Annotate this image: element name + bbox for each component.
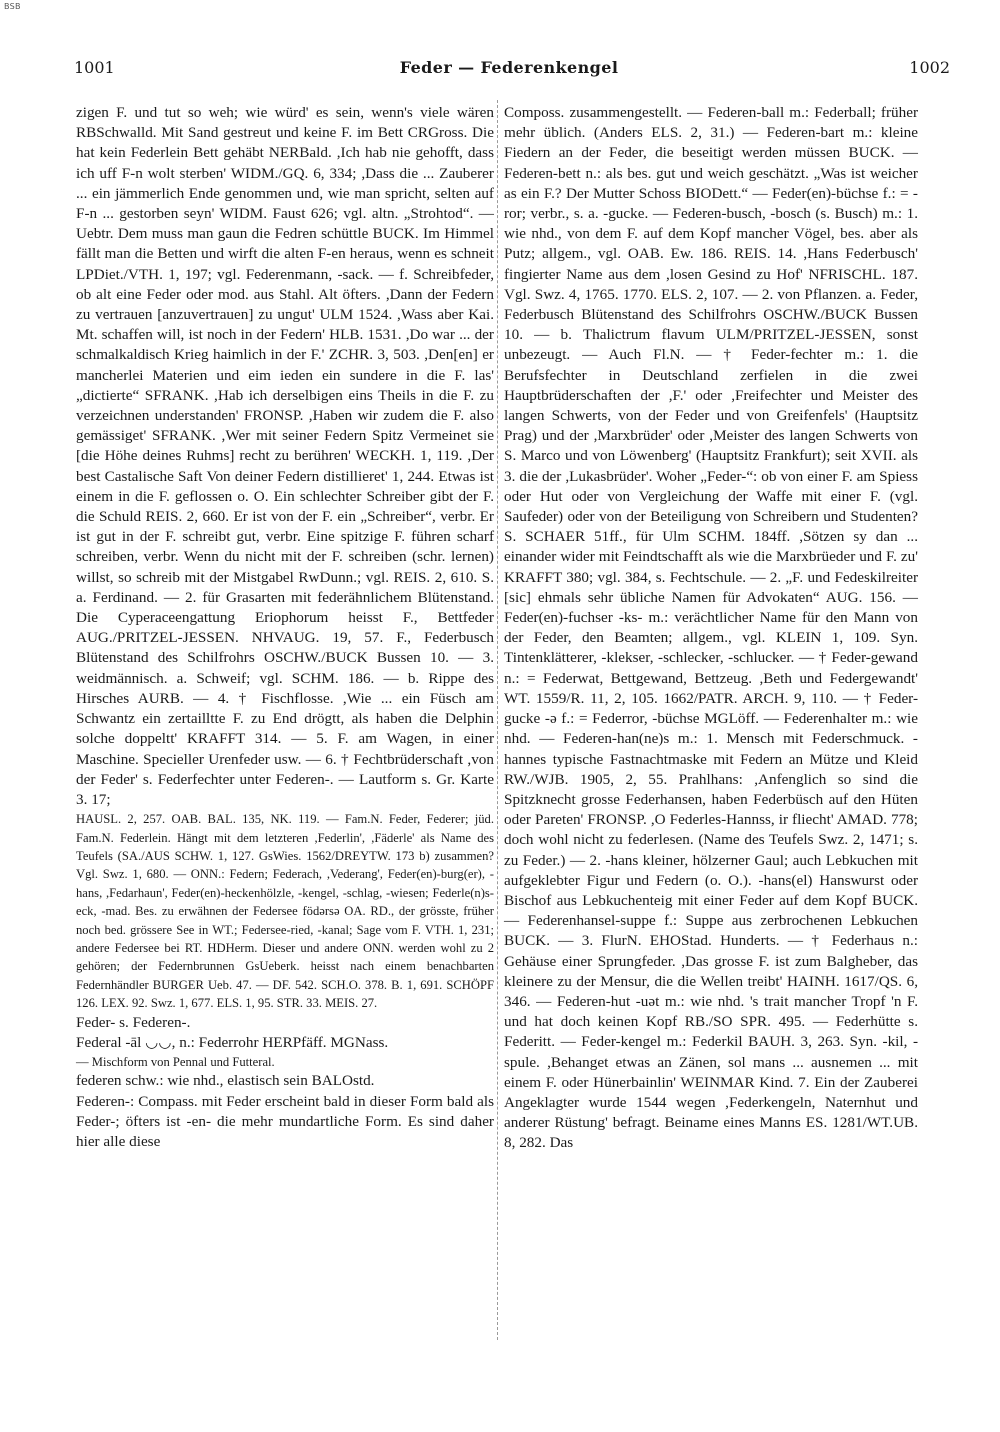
column-divider — [497, 100, 498, 1340]
entry-federen-compounds-continued: Composs. zusammengestellt. — Federen-ball m.: Federball; früher mehr üblich. (Anders ELS. 2, 31.) — Federen-bart m.: kleine Fiedern an der Feder, die beseitigt werden müssen BUCK. — Federen-bett n.: als bes. gut und weich geschätzt. „Was ist weicher as ein F.? Der Mutter Schoss BIODett.“ — Feder(en)-büchse f.: = -ror; verbr., s. a. -gucke. — Federen-busch, -bosch (s. Busch) m.: 1. wie nhd., von dem F. auf dem Kopf mancher Vögel, bes. aber als Putz; allgem., vgl. OAB. Ew. 186. REIS. 14. ,Hans Federbusch' fingierter Name aus dem ,losen Gesind zu Hof' NFRISCHL. 187. Vgl. Swz. 4, 1765. 1770. ELS. 2, 107. — 2. von Pflanzen. a. Feder, Federbusch Blütenstand des Schilfrohrs OSCHW./BUCK Bussen 10. — b. Thalictrum flavum ULM/PRITZEL-JESSEN, sonst unbezeugt. — Auch Fl.N. — † Feder-fechter m.: 1. die Berufsfechter in Deutschland zerfielen in die zwei Hauptbrüderschaften der ,F.' oder ,Freifechter und Meister des langen Schwerts, von der Feder und von Greifenfels' (Hauptsitz Prag) und der ,Marxbrüder' oder ,Meister des langen Schwerts von S. Marco und von Löwenberg' (Hauptsitz Frankfurt); seit XVII. als 3. die der ,Lukasbrüder'. Woher „Feder-“: ob von einer F. am Spiess oder Hut oder von Vergleichung der Waffe mit einer F. (vgl. Saufeder) oder von der Beteiligung von Schreibern und Studenten? S. SCHAER 51ff., für Ulm SCHM. 184ff. ,Sötzen sy dan ... einander wider mit Feindtschafft als wie die Marxbrüeder und F. zu' KRAFFT 380; vgl. 384, s. Fechtschule. — 2. „F. und Fedeskilreiter [sic] ehmals sehr übliche Namen für Advokaten“ AUG. 156. — Feder(en)-fuchser -ks- m.: verächtlicher Name für den Mann von der Feder, den Beamten; allgem., vgl. KLEIN 1, 109. Syn. Tintenklätterer, -klekser, -schlecker, -schlucker. — † Feder-gewand n.: = Federwat, Bettgewand, Bettzeug. ,Beth und Federgewandt' WT. 1559/R. 11, 2, 105. 1662/PATR. ARCH. 9, 110. — † Feder-gucke -ə f.: = Federror, -büchse MGLöff. — Federenhalter m.: wie nhd. — Federen-han(ne)s m.: 1. Mensch mit Federschmuck. -hannes typische Fastnachtmaske mit Federn an Mütze und Kleid RW./WJB. 1905, 2, 55. Prahlhans: ,Anfenglich so sind die Spitzknecht grosse Federhansen, haben Federbüsch auf den Hüten oder Pareten' FRONSP. ,O Federles-Hannss, ir fliecht' AMAD. 778; doch wohl nicht zu federlesen. (Name des Teufels Swz. 2, 1471; s. zu Feder.) — 2. -hans kleiner, hölzerner Gaul; auch Lebkuchen mit aufgeklebter Figur und Federn (o. O.). -hans(el) Hanswurst oder Bischof aus Lebkuchenteig mit einer Feder auf dem Kopf BUCK. — Federenhansel-suppe f.: Suppe aus zerbrochenen Lebkuchen BUCK. — 3. FlurN. EHOStad. Hunderts. — † Federhaus n.: Gehäuse einer Sprungfeder. ,Das grosse F. ist zum Balgheber, das kleinere zu der Mensur, die die Wellen treibt' HAINH. 1617/QS. 6, 346. — Federen-hut -uət m.: wie nhd. 's trait mancher Tropf 'n F. und hat doch keinen Kopf RB./SO SPR. 495. — Federhütte s. Federitt. — Feder-kengel m.: Federkil BAUH. 3, 263. Syn. -kil, -spule. ,Behanget etwas an Zänen, sol mans ... ausnemen ... mit einem F. oder Hünerbainlin' WEINMAR Kind. 7. Ein der Zauberei Angeklagter wurde 1544 wegen ,Federkengeln, Naternhut und anderer Rüstung' befragt. Beiname eines Manns ES. 1281/WT.UB. 8, 282. Das — [504, 104, 918, 1152]
page-number-left: 1001 — [74, 58, 115, 77]
entry-federal: Federal -āl ◡◡, n.: Federrohr HERPfäff. MGNass. — [76, 1033, 389, 1051]
library-watermark: BSB — [4, 2, 21, 11]
running-title: Feder — Federenkengel — [399, 58, 619, 77]
left-column — [76, 103, 494, 1152]
right-column — [504, 103, 918, 1154]
entry-federal-note: — Mischform von Pennal und Futteral. — [76, 1054, 275, 1069]
page-number-right: 1002 — [909, 58, 950, 77]
entry-federen-compounds: Federen-: Compass. mit Feder erscheint bald in dieser Form bald als Feder-; öfters ist -en- die mehr mundartliche Form. Es sind daher hier alle diese — [76, 1092, 494, 1150]
entry-federen-verb: federen schw.: wie nhd., elastisch sein BALOstd. — [76, 1072, 375, 1090]
entry-feder-crossref: Feder- s. Federen-. — [76, 1013, 191, 1031]
page-header — [68, 58, 950, 82]
entry-feder-notes: HAUSL. 2, 257. OAB. BAL. 135, NK. 119. — Fam.N. Feder, Federer; jüd. Fam.N. Federlein. Hängt mit dem letzteren ,Federlin', ,Fäderle' als Name des Teufels (SA./AUS SCHW. 1, 127. GsWies. 1562/DREYTW. 173 b) zusammen? Vgl. Swz. 1, 680. — ONN.: Federn; Federach, ,Vederang', Feder(en)-burg(er), -hans, ,Fedarhaun', Feder(en)-heckenhölzle, -kengel, -schlag, -wiesen; Federle(n)s-eck, -mad. Bes. zu erwähnen der Federsee födərsə OA. RD., der grösste, früher noch bed. grössere See in WT.; Federsee-ried, -kanal; Sage vom F. VTH. 1, 231; andere Federsee bei RT. HDHerm. Dieser und andere ONN. werden wohl zu 2 gehören; der Federnbrunnen GsUeberk. heisst nach einem benachbarten Federnhändler BURGER Ueb. 47. — DF. 542. SCH.O. 378. B. 1, 691. SCHÖPF 126. LEX. 92. Swz. 1, 677. ELS. 1, 95. STR. 33. MEIS. 27. — [76, 812, 494, 1011]
entry-feder-continued: zigen F. und tut so weh; wie würd' es sein, wenn's viele wären RBSchwalld. Mit Sand gestreut und keine F. im Bett CRGross. Die hat kein Federlein Bett gehäbt NERBald. ,Ich hab nie gehofft, dass ich uff F-n wolt sterben' WIDM./GQ. 6, 334; ,Dass die ... Zauberer ... ein jämmerlich Ende genommen und, wie man spricht, selten auf F-n ... gestorben seyn' WIDM. Faust 626; vgl. altn. „Strohtod“. — Uebtr. Dem muss man gaun die Fedren schüttle BUCK. Im Himmel fällt man die Betten und wirft die alten F-en heraus, wenn es schneit LPDiet./VTH. 1, 197; vgl. Federenmann, -sack. — f. Schreibfeder, ob alt eine Feder oder mod. aus Stahl. Alt öfters. ,Dann der Federn zu vertrauen [anzuvertrauen] zu ungut' ULM 1524. ,Wass aber Kai. Mt. schaffen will, ist noch in der Federn' HLB. 1531. ,Do war ... der schmalkaldisch Krieg haimlich in der F.' ZCHR. 3, 503. ,Den[en] er mancherlei Materien und eim ieden ein sundere in die F. las' „dictierte“ SFRANK. ,Hab ich derselbigen eins Theils in die F. zu verzeichnen understanden' FRONSP. ,Haben wir zudem die F. also gemässiget' SFRANK. ,Wer mit seiner Federn Spitz Vermeinet sie [die Höhe deines Ruhms] recht zu berühren' WECKH. 1, 119. ,Der best Castalische Saft Von deiner Federn distillieret' 1, 244. Etwas ist einem in die F. geflossen o. O. Ein schlechter Schreiber gibt der F. die Schuld REIS. 2, 660. Er ist von der F. ein „Schreiber“, verbr. Er ist gut in der F. schreibt gut, verbr. Eine spitzige F. führen scharf schreiben, verbr. Wenn du nicht mit der F. schreiben (schr. lernen) willst, so schreib mit der Mistgabel RwDunn.; vgl. REIS. 2, 610. S. a. Ferdinand. — 2. für Grasarten mit federähnlichem Blütenstand. Die Cyperaceengattung Eriophorum heisst F., Bettfeder AUG./PRITZEL-JESSEN. NHVAUG. 19, 57. F., Federbusch Blütenstand des Schilfrohrs OSCHW./BUCK Bussen 10. — 3. weidmännisch. a. Schweif; vgl. SCHM. 186. — b. Rippe des Hirsches AURB. — 4. † Fischflosse. ,Wie ... ein Füsch am Schwantz ein zertailltte F. zu End drögtt, als haben die Delphin solche doppeltt' KRAFFT 314. — 5. F. am Wagen, in einer Maschine. Specieller Urenfeder usw. — 6. † Fechtbrüderschaft ,von der Feder' s. Federfechter unter Federen-. — Lautform s. Gr. Karte 3. 17; — [76, 104, 494, 808]
